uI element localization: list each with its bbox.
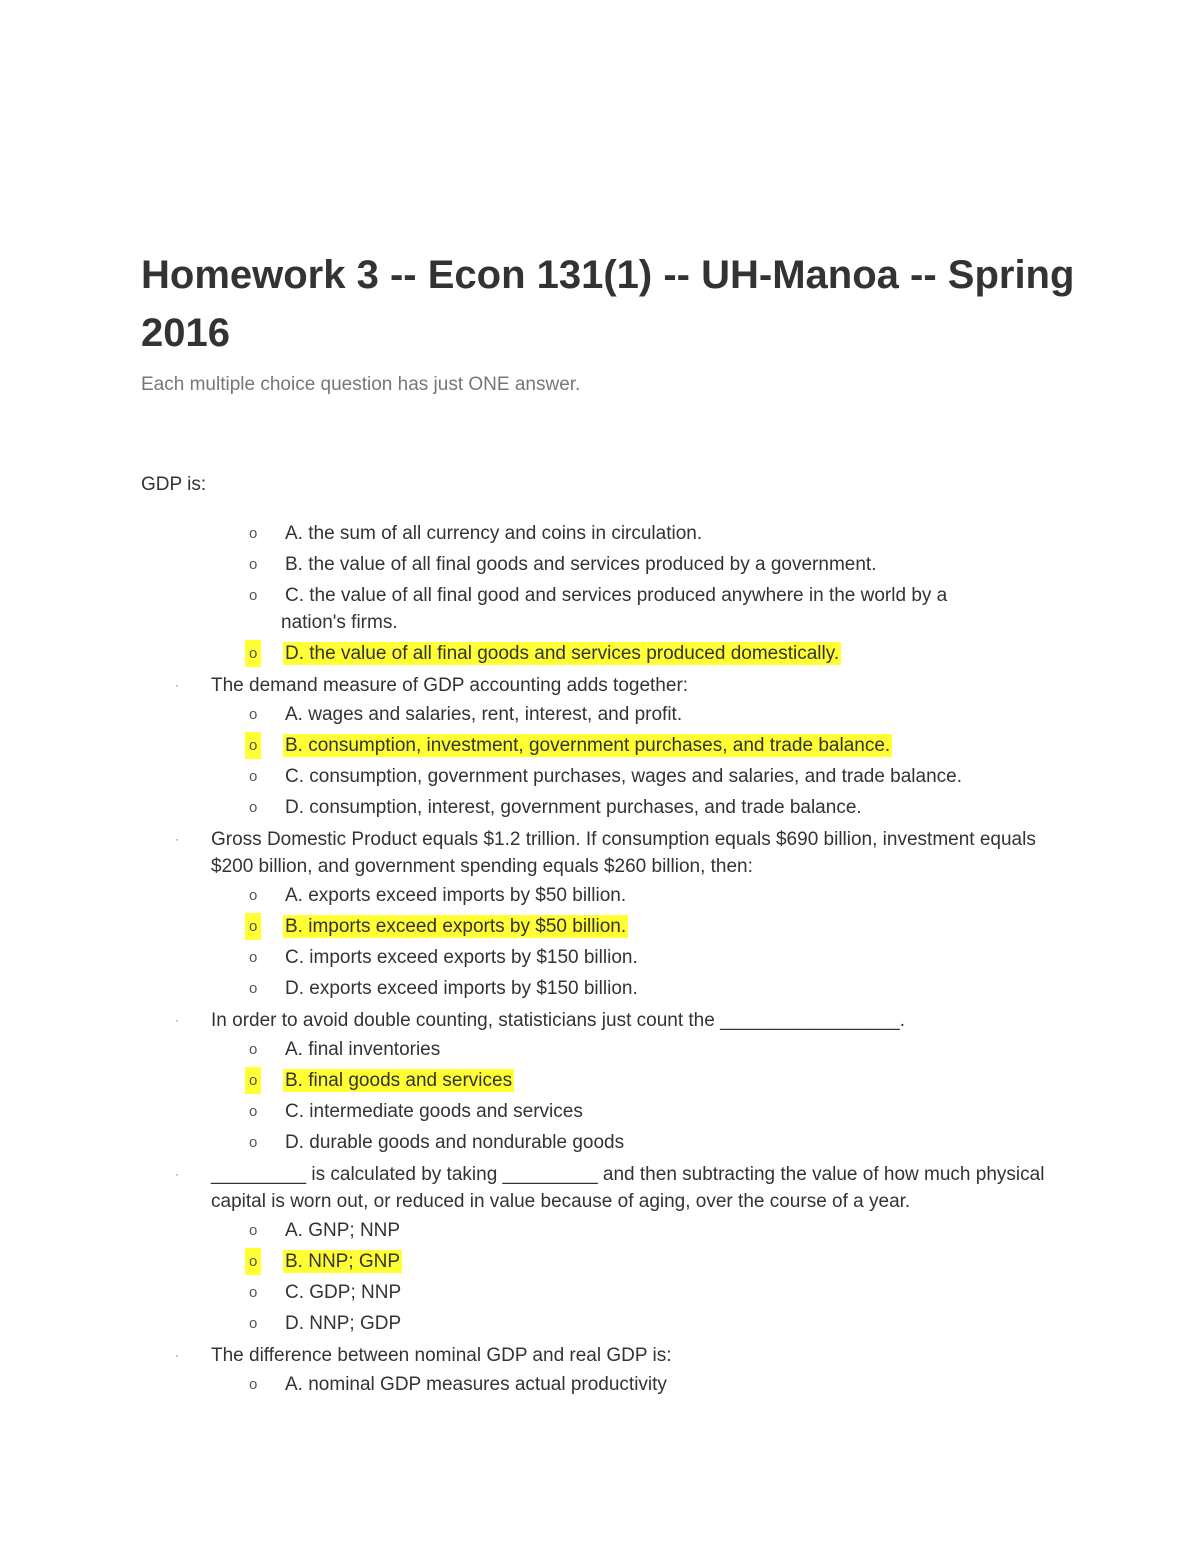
option-text: A. GNP; NNP xyxy=(285,1220,401,1241)
option-bullet-icon: o xyxy=(249,1284,258,1301)
option-bullet-icon: o xyxy=(245,1248,261,1275)
question-3-text: Gross Domestic Product equals $1.2 trillion. If consumption equals $690 billion, investment equals $200 billion, and government spending equals $260 billion, then: xyxy=(211,829,1036,877)
option-2d xyxy=(0,792,1015,823)
option-bullet-icon: o xyxy=(245,913,261,940)
question-3 xyxy=(0,826,1200,1004)
option-text: C. intermediate goods and services xyxy=(285,1101,583,1122)
option-text: A. nominal GDP measures actual productivity xyxy=(285,1374,667,1395)
option-text: A. the sum of all currency and coins in circulation. xyxy=(285,523,703,544)
option-bullet-icon: o xyxy=(249,1041,258,1058)
option-5a xyxy=(0,1215,1015,1246)
option-text: C. consumption, government purchases, wages and salaries, and trade balance. xyxy=(285,766,963,787)
option-bullet-icon: o xyxy=(249,1103,258,1120)
option-text: C. GDP; NNP xyxy=(285,1282,402,1303)
option-bullet-icon: o xyxy=(249,525,258,542)
option-4c xyxy=(0,1096,1015,1127)
question-2-options xyxy=(0,699,1200,823)
option-5b-selected xyxy=(0,1246,1015,1277)
question-6-options xyxy=(0,1369,1200,1400)
option-bullet-icon: o xyxy=(249,1376,258,1393)
option-3c xyxy=(0,942,1015,973)
document-title: Homework 3 -- Econ 131(1) -- UH-Manoa -- Spring 2016 xyxy=(141,253,1075,355)
option-bullet-icon: o xyxy=(249,768,258,785)
option-bullet-icon: o xyxy=(249,1222,258,1239)
option-text: B. final goods and services xyxy=(285,1070,513,1091)
question-4 xyxy=(0,1007,1200,1158)
option-3b-selected xyxy=(0,911,1015,942)
question-2-text: The demand measure of GDP accounting adds together: xyxy=(211,675,689,696)
option-text: B. NNP; GNP xyxy=(285,1251,401,1272)
question-4-options xyxy=(0,1034,1200,1158)
question-5 xyxy=(0,1161,1200,1339)
option-text: D. the value of all final goods and services produced domestically. xyxy=(285,643,840,664)
option-text: D. consumption, interest, government purchases, and trade balance. xyxy=(285,797,862,818)
option-3d xyxy=(0,973,1015,1004)
question-list xyxy=(0,518,1200,1400)
option-text: D. exports exceed imports by $150 billion. xyxy=(285,978,638,999)
option-text: A. final inventories xyxy=(285,1039,441,1060)
option-1c xyxy=(0,580,1015,638)
option-bullet-icon: o xyxy=(249,587,258,604)
option-text: A. exports exceed imports by $50 billion. xyxy=(285,885,627,906)
question-1 xyxy=(0,518,1200,669)
option-5c xyxy=(0,1277,1015,1308)
option-text-continued: nation's firms. xyxy=(281,612,398,633)
option-bullet-icon: o xyxy=(249,799,258,816)
option-bullet-icon: o xyxy=(249,949,258,966)
question-1-text: GDP is: xyxy=(141,474,207,495)
question-3-options xyxy=(0,880,1200,1004)
option-4d xyxy=(0,1127,1015,1158)
question-bullet-icon: · xyxy=(175,1013,179,1027)
question-1-options xyxy=(0,518,1200,669)
question-5-text: _________ is calculated by taking _________ and then subtracting the value of how much physical capital is worn out, or reduced in value because of aging, over the course of a year. xyxy=(211,1164,1045,1212)
question-bullet-icon: · xyxy=(175,678,179,692)
option-1b xyxy=(0,549,1015,580)
question-bullet-icon: · xyxy=(175,1348,179,1362)
option-bullet-icon: o xyxy=(249,980,258,997)
option-text: C. imports exceed exports by $150 billion. xyxy=(285,947,638,968)
option-6a xyxy=(0,1369,1015,1400)
option-2b-selected xyxy=(0,730,1015,761)
option-text: B. the value of all final goods and services produced by a government. xyxy=(285,554,877,575)
question-6-text: The difference between nominal GDP and real GDP is: xyxy=(211,1345,672,1366)
question-6 xyxy=(0,1342,1200,1400)
option-text: D. NNP; GDP xyxy=(285,1313,402,1334)
option-text: B. consumption, investment, government purchases, and trade balance. xyxy=(285,735,891,756)
question-5-options xyxy=(0,1215,1200,1339)
option-bullet-icon: o xyxy=(249,706,258,723)
question-bullet-icon: · xyxy=(175,1167,179,1181)
option-5d xyxy=(0,1308,1015,1339)
option-4b-selected xyxy=(0,1065,1015,1096)
option-bullet-icon: o xyxy=(245,732,261,759)
question-2 xyxy=(0,672,1200,823)
option-3a xyxy=(0,880,1015,911)
option-bullet-icon: o xyxy=(249,1134,258,1151)
option-1d-selected xyxy=(0,638,1015,669)
question-4-text: In order to avoid double counting, statisticians just count the _________________. xyxy=(211,1010,906,1031)
option-1a xyxy=(0,518,1015,549)
option-bullet-icon: o xyxy=(245,640,261,667)
question-bullet-icon: · xyxy=(175,832,179,846)
option-text: B. imports exceed exports by $50 billion. xyxy=(285,916,627,937)
option-2a xyxy=(0,699,1015,730)
document-subtitle: Each multiple choice question has just ONE answer. xyxy=(141,374,581,395)
option-4a xyxy=(0,1034,1015,1065)
option-text: C. the value of all final good and services produced anywhere in the world by a xyxy=(285,585,948,606)
option-bullet-icon: o xyxy=(249,887,258,904)
option-text: A. wages and salaries, rent, interest, and profit. xyxy=(285,704,683,725)
option-bullet-icon: o xyxy=(249,556,258,573)
option-text: D. durable goods and nondurable goods xyxy=(285,1132,625,1153)
option-bullet-icon: o xyxy=(249,1315,258,1332)
option-2c xyxy=(0,761,1015,792)
option-bullet-icon: o xyxy=(245,1067,261,1094)
